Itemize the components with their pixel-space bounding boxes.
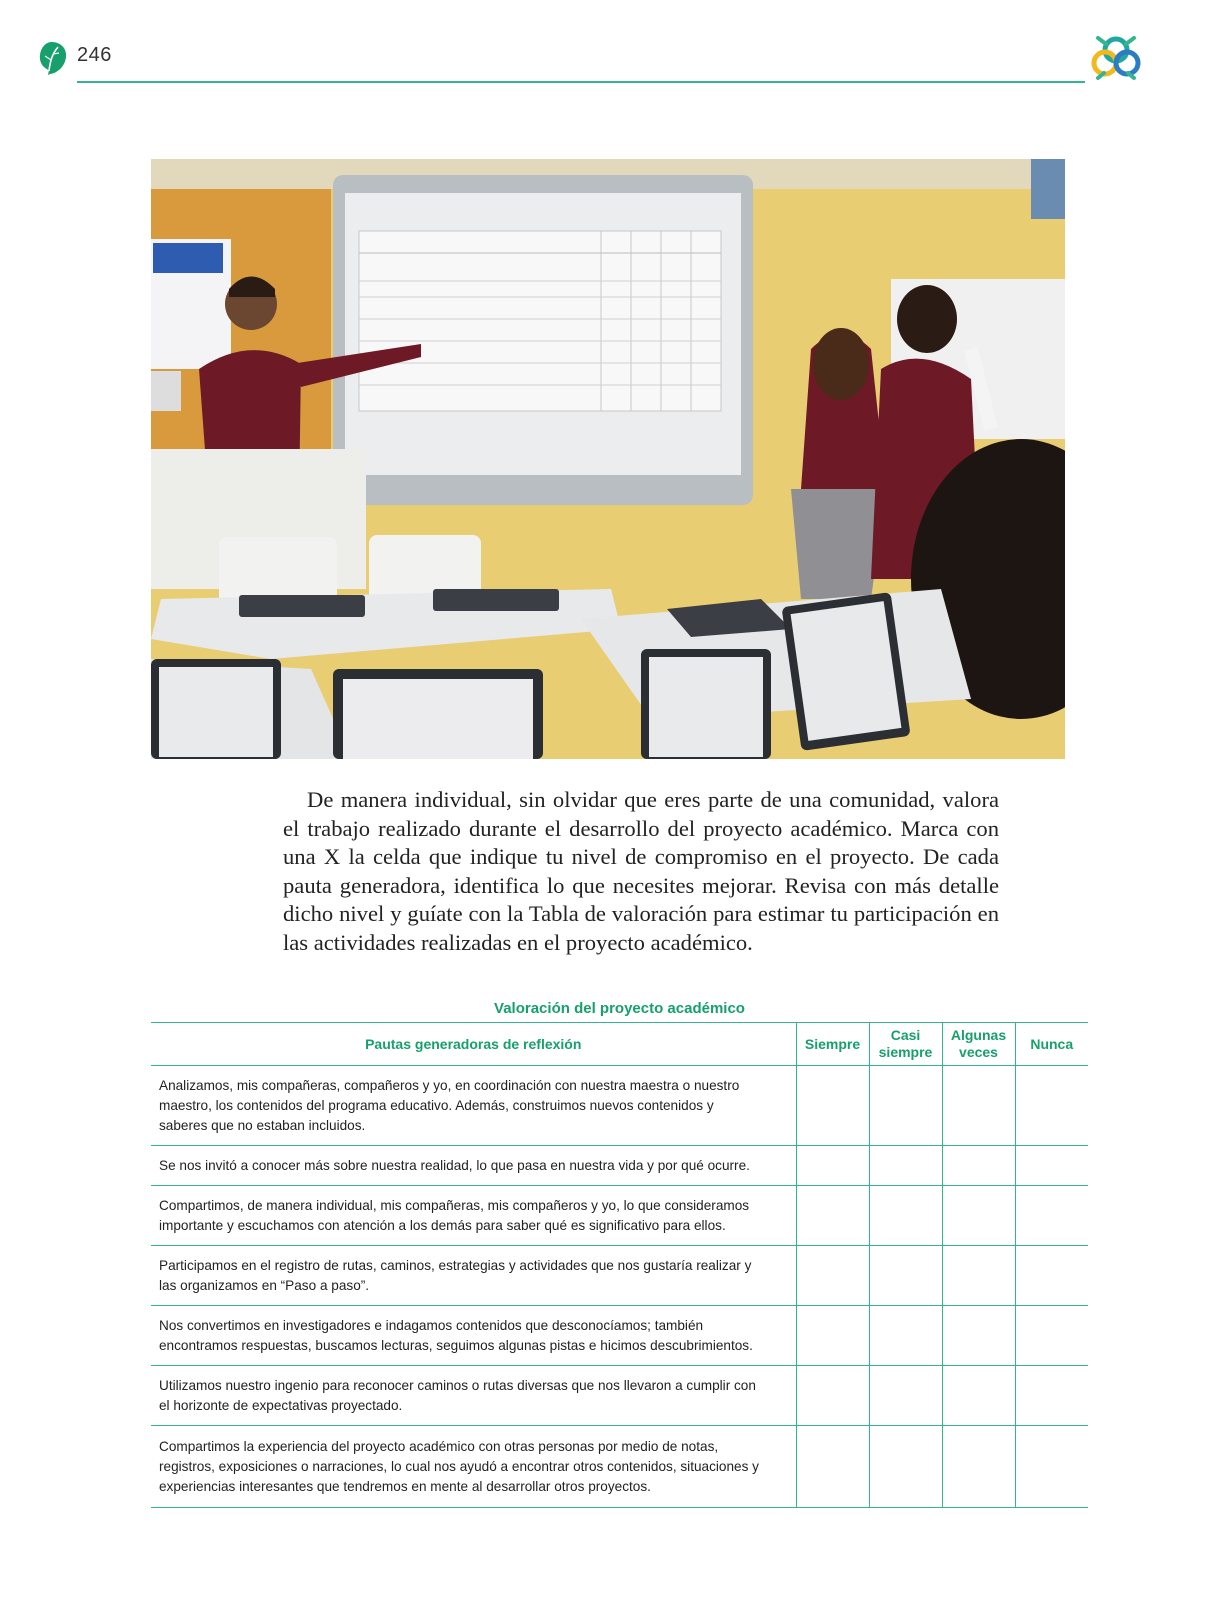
cell-casi-siempre[interactable] bbox=[869, 1146, 942, 1186]
cell-algunas-veces[interactable] bbox=[942, 1306, 1015, 1366]
cell-siempre[interactable] bbox=[796, 1426, 869, 1508]
cell-casi-siempre[interactable] bbox=[869, 1246, 942, 1306]
pauta-text: Participamos en el registro de rutas, caminos, estrategias y actividades que nos gustaría realizar y las organizamos en “Paso a paso”. bbox=[151, 1246, 796, 1306]
cell-nunca[interactable] bbox=[1015, 1246, 1088, 1306]
instructions-paragraph: De manera individual, sin olvidar que eres parte de una comunidad, valora el trabajo realizado durante el desarrollo del proyecto académico. Marca con una X la celda que indique tu nivel de compromiso en el proyecto. De cada pauta generadora, identifica lo que necesites mejorar. Revisa con más detalle dicho nivel y guíate con la Tabla de valoración para estimar tu participación en las actividades realizadas en el proyecto académico. bbox=[283, 787, 999, 955]
classroom-photo bbox=[151, 159, 1065, 759]
cell-nunca[interactable] bbox=[1015, 1186, 1088, 1246]
pauta-text: Utilizamos nuestro ingenio para reconocer caminos o rutas diversas que nos llevaron a cumplir con el horizonte de expectativas proyectado. bbox=[151, 1366, 796, 1426]
cell-algunas-veces[interactable] bbox=[942, 1426, 1015, 1508]
pauta-text: Compartimos la experiencia del proyecto académico con otras personas por medio de notas, registros, exposiciones o narraciones, lo cual nos ayudó a encontrar otros contenidos, situaciones y experiencias interesantes que tendremos en mente al desarrollar otros proyectos. bbox=[151, 1426, 796, 1508]
cell-siempre[interactable] bbox=[796, 1366, 869, 1426]
pauta-text: Nos convertimos en investigadores e indagamos contenidos que desconocíamos; también encontramos respuestas, buscamos lecturas, seguimos algunas pistas e hicimos descubrimientos. bbox=[151, 1306, 796, 1366]
cell-algunas-veces[interactable] bbox=[942, 1146, 1015, 1186]
leaf-icon bbox=[38, 40, 68, 76]
cell-casi-siempre[interactable] bbox=[869, 1066, 942, 1146]
table-row bbox=[151, 1146, 1088, 1186]
cell-nunca[interactable] bbox=[1015, 1066, 1088, 1146]
cell-siempre[interactable] bbox=[796, 1066, 869, 1146]
cell-algunas-veces[interactable] bbox=[942, 1186, 1015, 1246]
cell-nunca[interactable] bbox=[1015, 1426, 1088, 1508]
cell-siempre[interactable] bbox=[796, 1246, 869, 1306]
header-pautas: Pautas generadoras de reflexión bbox=[151, 1023, 796, 1066]
cell-algunas-veces[interactable] bbox=[942, 1066, 1015, 1146]
header-algunas-veces: Algunas veces bbox=[942, 1023, 1015, 1066]
table-row bbox=[151, 1366, 1088, 1426]
page-header bbox=[0, 0, 1214, 110]
table-header-row bbox=[151, 1023, 1088, 1066]
cell-casi-siempre[interactable] bbox=[869, 1426, 942, 1508]
table-row bbox=[151, 1306, 1088, 1366]
cell-siempre[interactable] bbox=[796, 1146, 869, 1186]
cell-nunca[interactable] bbox=[1015, 1366, 1088, 1426]
cell-casi-siempre[interactable] bbox=[869, 1186, 942, 1246]
pauta-text: Se nos invitó a conocer más sobre nuestra realidad, lo que pasa en nuestra vida y por qué ocurre. bbox=[151, 1146, 796, 1186]
interlocking-rings-logo-icon bbox=[1090, 32, 1142, 84]
header-nunca: Nunca bbox=[1015, 1023, 1088, 1066]
assessment-table bbox=[151, 1022, 1088, 1508]
cell-nunca[interactable] bbox=[1015, 1146, 1088, 1186]
cell-nunca[interactable] bbox=[1015, 1306, 1088, 1366]
pauta-text: Compartimos, de manera individual, mis compañeras, mis compañeros y yo, lo que consideramos importante y escuchamos con atención a los demás para saber qué es significativo para ellos. bbox=[151, 1186, 796, 1246]
cell-algunas-veces[interactable] bbox=[942, 1246, 1015, 1306]
header-siempre: Siempre bbox=[796, 1023, 869, 1066]
cell-casi-siempre[interactable] bbox=[869, 1306, 942, 1366]
table-row bbox=[151, 1426, 1088, 1508]
cell-siempre[interactable] bbox=[796, 1186, 869, 1246]
cell-algunas-veces[interactable] bbox=[942, 1366, 1015, 1426]
page-number: 246 bbox=[77, 44, 112, 66]
table-title: Valoración del proyecto académico bbox=[494, 1000, 745, 1017]
table-row bbox=[151, 1246, 1088, 1306]
cell-siempre[interactable] bbox=[796, 1306, 869, 1366]
header-casi-siempre: Casi siempre bbox=[869, 1023, 942, 1066]
pauta-text: Analizamos, mis compañeras, compañeros y yo, en coordinación con nuestra maestra o nuestro maestro, los contenidos del programa educativo. Además, construimos nuevos contenidos y saberes que no estaban incluidos. bbox=[151, 1066, 796, 1146]
header-rule bbox=[77, 81, 1085, 83]
cell-casi-siempre[interactable] bbox=[869, 1366, 942, 1426]
table-row bbox=[151, 1186, 1088, 1246]
table-row bbox=[151, 1066, 1088, 1146]
